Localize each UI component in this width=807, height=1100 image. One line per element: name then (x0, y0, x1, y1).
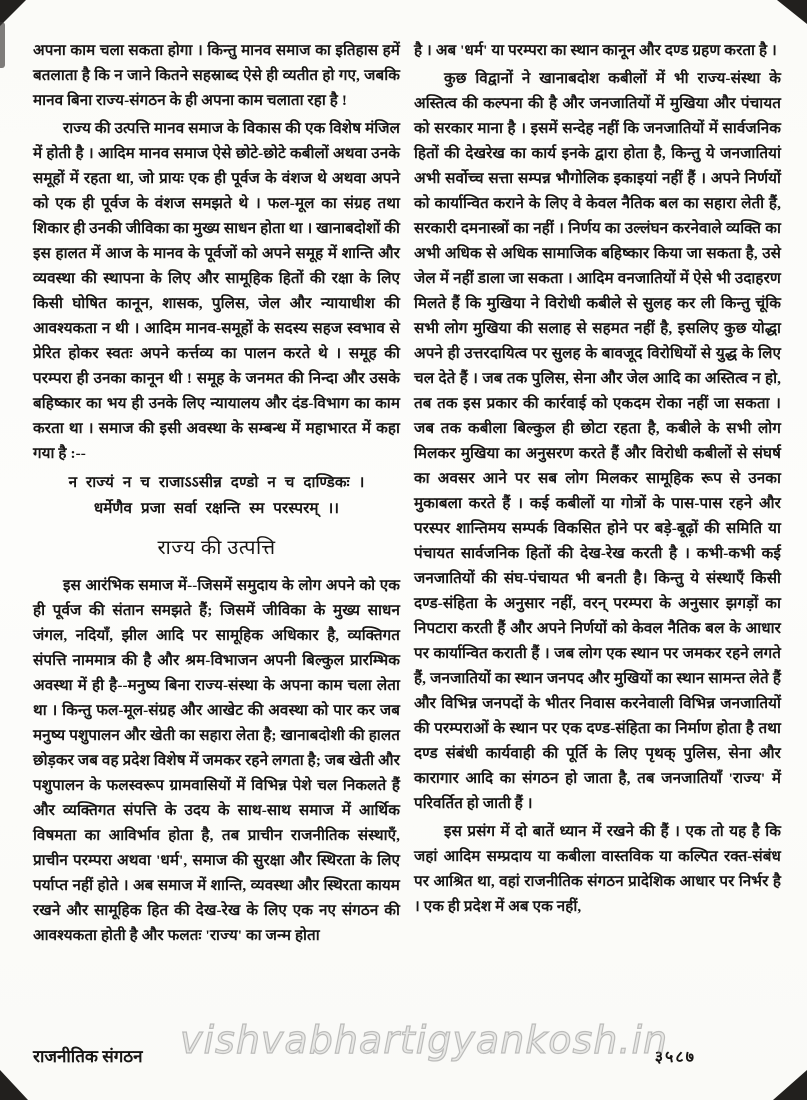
scan-corner-artifact-top-right (777, 0, 807, 24)
paragraph-early-society: इस आरंभिक समाज में--जिसमें समुदाय के लोग अपने को एक ही पूर्वज की संतान समझते हैं; जिसमें जीविका के मुख्य साधन जंगल, नदियाँ, झील आदि पर सामूहिक अधिकार है, व्यक्तिगत संपत्ति नाममात्र की है और श्रम-विभाजन अपनी बिल्कुल प्रारम्भिक अवस्था में ही है--मनुष्य बिना राज्य-संस्था के अपना काम चला लेता था । किन्तु फल-मूल-संग्रह और आखेट की अवस्था को पार कर जब मनुष्य पशुपालन और खेती का सहारा लेता है; खानाबदोशी की हालत छोड़कर जब वह प्रदेश विशेष में जमकर रहने लगता है; जब खेती और पशुपालन के फलस्वरूप ग्रामवासियों में विभिन्न पेशे चल निकलते हैं और व्यक्तिगत संपत्ति के उदय के साथ-साथ समाज में आर्थिक विषमता का आविर्भाव होता है, तब प्राचीन राजनीतिक संस्थाएँ, प्राचीन परम्परा अथवा 'धर्म', समाज की सुरक्षा और स्थिरता के लिए पर्याप्त नहीं होते । अब समाज में शान्ति, व्यवस्था और स्थिरता कायम रखने और सामूहिक हित की देख-रेख के लिए एक नए संगठन की आवश्यकता होती है और फलतः 'राज्य' का जन्म होता (33, 577, 400, 944)
paragraph-state-origin: राज्य की उत्पत्ति मानव समाज के विकास की एक विशेष मंजिल में होती है । आदिम मानव समाज ऐसे छोटे-छोटे कबीलों अथवा उनके समूहों में रहता था, जो प्रायः एक ही पूर्वज के वंशज थे अथवा अपने को एक ही पूर्वज के वंशज समझते थे । फल-मूल का संग्रह तथा शिकार ही उनकी जीविका का मुख्य साधन होता था । खानाबदोशों की इस हालत में आज के मानव के पूर्वजों को अपने समूह में शान्ति और व्यवस्था की स्थापना के लिए और सामूहिक हितों की रक्षा के लिए किसी घोषित कानून, शासक, पुलिस, जेल और न्यायाधीश की आवश्यकता न थी । आदिम मानव-समूहों के सदस्य सहज स्वभाव से प्रेरित होकर स्वतः अपने कर्त्तव्य का पालन करते थे । समूह की परम्परा ही उनका कानून थी ! समूह के जनमत की निन्दा और उसके बहिष्कार का भय ही उनके लिए न्यायालय और दंड-विभाग का काम करता था । समाज की इसी अवस्था के सम्बन्ध में महाभारत में कहा गया है :-- (33, 120, 400, 462)
paragraph-continuation: अपना काम चला सकता होगा । किन्तु मानव समाज का इतिहास हमें बतलाता है कि न जाने कितने सहस्राब्द ऐसे ही व्यतीत हो गए, जबकि मानव बिना राज्य-संगठन के ही अपना काम चलाता रहा है ! (33, 42, 400, 109)
text-columns (33, 38, 781, 951)
paragraph-continuation: है । अब 'धर्म' या परम्परा का स्थान कानून और दण्ड ग्रहण करता है । (414, 42, 777, 59)
scan-corner-artifact-bottom-right (773, 1070, 807, 1100)
running-title: राजनीतिक संगठन (33, 1047, 143, 1066)
scan-edge-smudge (0, 22, 5, 68)
sanskrit-verse (33, 470, 400, 522)
watermark: vishvabhartigyankosh.in (180, 1018, 669, 1062)
scan-corner-artifact-bottom-left (0, 1070, 28, 1100)
section-heading: राज्य की उत्पत्ति (157, 537, 276, 559)
page-footer (33, 1044, 774, 1067)
verse-line-1: न राज्यं न च राजाऽऽसीन्न दण्डो न च दाण्डिकः । (68, 474, 365, 491)
page-number: ३५८७ (654, 1049, 696, 1066)
paragraph-two-points: इस प्रसंग में दो बातें ध्यान में रखने की हैं । एक तो यह है कि जहां आदिम सम्प्रदाय या कबीला वास्तविक या कल्पित रक्त-संबंध पर आश्रित था, वहां राजनीतिक संगठन प्रादेशिक आधार पर निर्भर है । एक ही प्रदेश में अब एक नहीं, (414, 823, 781, 915)
verse-line-2: धर्मेणैव प्रजा सर्वा रक्षन्ति स्म परस्परम् ।। (93, 500, 340, 517)
left-column (33, 38, 400, 951)
right-column (414, 38, 781, 951)
paragraph-scholars: कुछ विद्वानों ने खानाबदोश कबीलों में भी राज्य-संस्था के अस्तित्व की कल्पना की है और जनजातियों में मुखिया और पंचायत को सरकार माना है । इसमें सन्देह नहीं कि जनजातियों में सार्वजनिक हितों की देखरेख का कार्य इनके द्वारा होता है, किन्तु ये जनजातियां अभी सर्वोच्च सत्ता सम्पन्न भौगोलिक इकाइयां नहीं हैं । अपने निर्णयों को कार्यान्वित कराने के लिए वे केवल नैतिक बल का सहारा लेती हैं, सरकारी दमनास्त्रों का नहीं । निर्णय का उल्लंघन करनेवाले व्यक्ति का अभी अधिक से अधिक सामाजिक बहिष्कार किया जा सकता है, उसे जेल में नहीं डाला जा सकता । आदिम वनजातियों में ऐसे भी उदाहरण मिलते हैं कि मुखिया ने विरोधी कबीले से सुलह कर ली किन्तु चूंकि सभी लोग मुखिया की सलाह से सहमत नहीं है, इसलिए कुछ योद्धा अपने ही उत्तरदायित्व पर सुलह के बावजूद विरोधियों से युद्ध के लिए चल देते हैं । जब तक पुलिस, सेना और जेल आदि का अस्तित्व न हो, तब तक इस प्रकार की कार्रवाई को एकदम रोका नहीं जा सकता । जब तक कबीला बिल्कुल ही छोटा रहता है, कबीले के सभी लोग मिलकर मुखिया का अनुसरण करते हैं और विरोधी कबीलों से संघर्ष का अवसर आने पर सब लोग मिलकर सामूहिक रूप से उनका मुकाबला करते हैं । कई कबीलों या गोत्रों के पास-पास रहने और परस्पर शान्तिमय सम्पर्क विकसित होने पर बड़े-बूढ़ों की समिति या पंचायत सार्वजनिक हितों की देख-रेख करती है । कभी-कभी कई जनजातियों की संघ-पंचायत भी बनती है। किन्तु ये संस्थाएँ किसी दण्ड-संहिता के अनुसार नहीं, वरन् परम्परा के अनुसार झगड़ों का निपटारा करती हैं और अपने निर्णयों को केवल नैतिक बल के आधार पर कार्यान्वित कराती हैं । जब लोग एक स्थान पर जमकर रहने लगते हैं, जनजातियों का स्थान जनपद और मुखियों का स्थान सामन्त लेते हैं और विभिन्न जनपदों के भीतर निवास करनेवाली विभिन्न जनजातियों की परम्पराओं के स्थान पर एक दण्ड-संहिता का निर्माण होता है तथा दण्ड संबंधी कार्यवाही की पूर्ति के लिए पृथक् पुलिस, सेना और कारागार आदि का संगठन हो जाता है, तब जनजातियाँ 'राज्य' में परिवर्तित हो जाती हैं । (414, 70, 781, 812)
